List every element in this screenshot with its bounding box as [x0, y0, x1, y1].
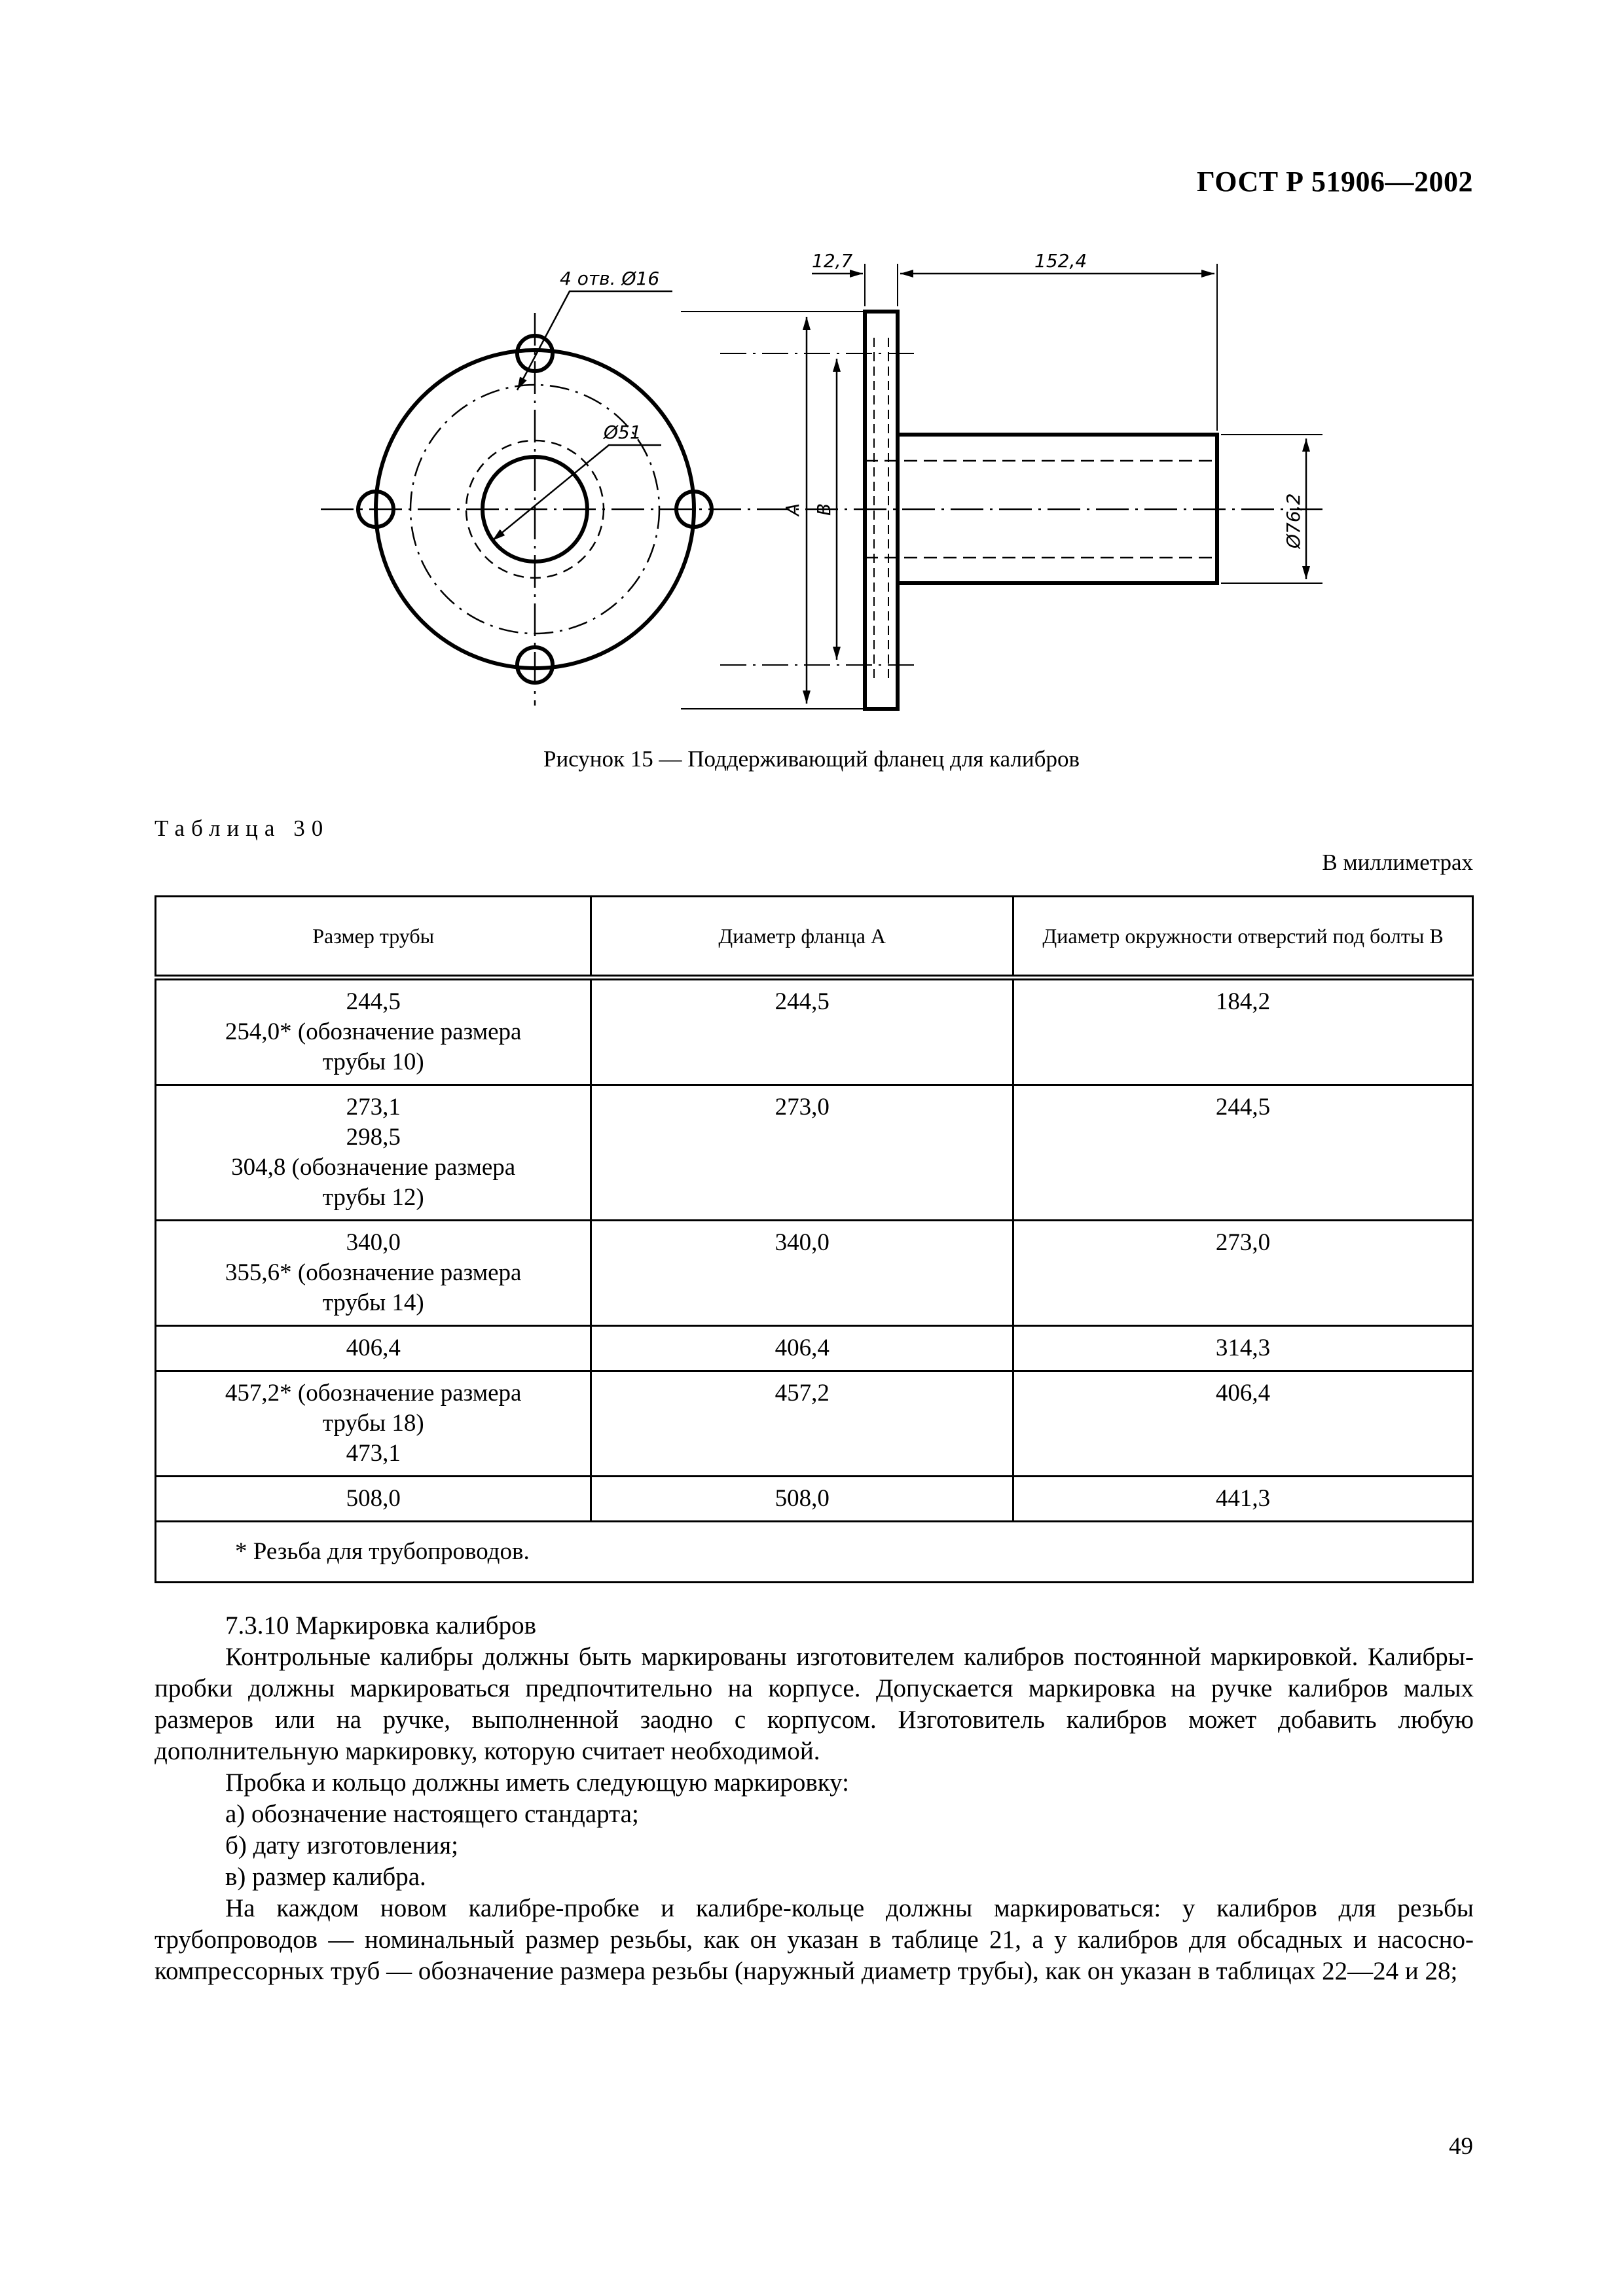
- table-units: В миллиметрах: [1322, 850, 1473, 875]
- table-row: [156, 1371, 1473, 1477]
- data-table: [155, 895, 1474, 1583]
- table-footnote-row: [156, 1522, 1473, 1583]
- cell-b: 441,3: [1013, 1477, 1473, 1522]
- length-label: 152,4: [1034, 250, 1087, 272]
- cell-a: 340,0: [591, 1221, 1013, 1326]
- cell-size: 244,5 254,0* (обозначение размера трубы 10): [156, 978, 591, 1085]
- cell-b: 244,5: [1013, 1085, 1473, 1221]
- flange-side-view: [865, 312, 898, 709]
- thickness-label: 12,7: [812, 250, 853, 272]
- table-row: [156, 1477, 1473, 1522]
- b-label: B: [813, 503, 835, 516]
- header-bolt-circle: Диаметр окружности отверстий под болты B: [1013, 897, 1473, 978]
- cell-b: 314,3: [1013, 1326, 1473, 1371]
- cell-size: 457,2* (обозначение размера трубы 18) 473,1: [156, 1371, 591, 1477]
- cell-size: 406,4: [156, 1326, 591, 1371]
- table-footnote: * Резьба для трубопроводов.: [156, 1522, 1473, 1583]
- table-row: [156, 1221, 1473, 1326]
- cell-a: 406,4: [591, 1326, 1013, 1371]
- list-item: в) размер калибра.: [225, 1863, 426, 1891]
- page-number: 49: [1449, 2133, 1473, 2160]
- holes-label: 4 отв. Ø16: [560, 268, 660, 289]
- paragraph: Пробка и кольцо должны иметь следующую маркировку:: [225, 1768, 850, 1797]
- cell-b: 184,2: [1013, 978, 1473, 1085]
- tube-diam-label: Ø76,2: [1283, 493, 1304, 548]
- a-label: A: [782, 503, 803, 516]
- document-id: ГОСТ Р 51906—2002: [1196, 166, 1473, 198]
- header-flange-diameter: Диаметр фланца A: [591, 897, 1013, 978]
- flange-drawing: [301, 241, 1349, 725]
- cell-a: 244,5: [591, 978, 1013, 1085]
- figure-caption: Рисунок 15 — Поддерживающий фланец для калибров: [543, 746, 1080, 772]
- cell-b: 406,4: [1013, 1371, 1473, 1477]
- cell-a: 457,2: [591, 1371, 1013, 1477]
- table-title: Таблица 30: [155, 816, 330, 841]
- paragraph: Контрольные калибры должны быть маркированы изготовителем калибров постоянной маркировкой. Калибры-пробки должны маркироваться предпочтительно на корпусе. Допускается маркировка на ручке калибров малых размеров или на ручке, выполненной заодно с корпусом. Изготовитель калибров может добавить любую дополнительную маркировку, которую считает необходимой.: [155, 1643, 1474, 1765]
- table-row: [156, 978, 1473, 1085]
- cell-size: 273,1 298,5 304,8 (обозначение размера трубы 12): [156, 1085, 591, 1221]
- cell-a: 273,0: [591, 1085, 1013, 1221]
- list-item: б) дату изготовления;: [225, 1831, 459, 1859]
- cell-a: 508,0: [591, 1477, 1013, 1522]
- header-pipe-size: Размер трубы: [156, 897, 591, 978]
- section-heading: 7.3.10 Маркировка калибров: [225, 1611, 536, 1640]
- table-row: [156, 1085, 1473, 1221]
- body-text: [155, 1610, 1474, 1987]
- list-item: а) обозначение настоящего стандарта;: [225, 1800, 639, 1828]
- cell-size: 508,0: [156, 1477, 591, 1522]
- cell-size: 340,0 355,6* (обозначение размера трубы 14): [156, 1221, 591, 1326]
- bore-label: Ø51: [604, 422, 642, 443]
- cell-b: 273,0: [1013, 1221, 1473, 1326]
- paragraph: На каждом новом калибре-пробке и калибре-кольце должны маркироваться: у калибров для резьбы трубопроводов — номинальный размер резьбы, как он указан в таблице 21, а у калибров для обсадных и насосно-компрессорных труб — обозначение размера резьбы (наружный диаметр трубы), как он указан в таблицах 22—24 и 28;: [155, 1894, 1474, 1985]
- table-row: [156, 1326, 1473, 1371]
